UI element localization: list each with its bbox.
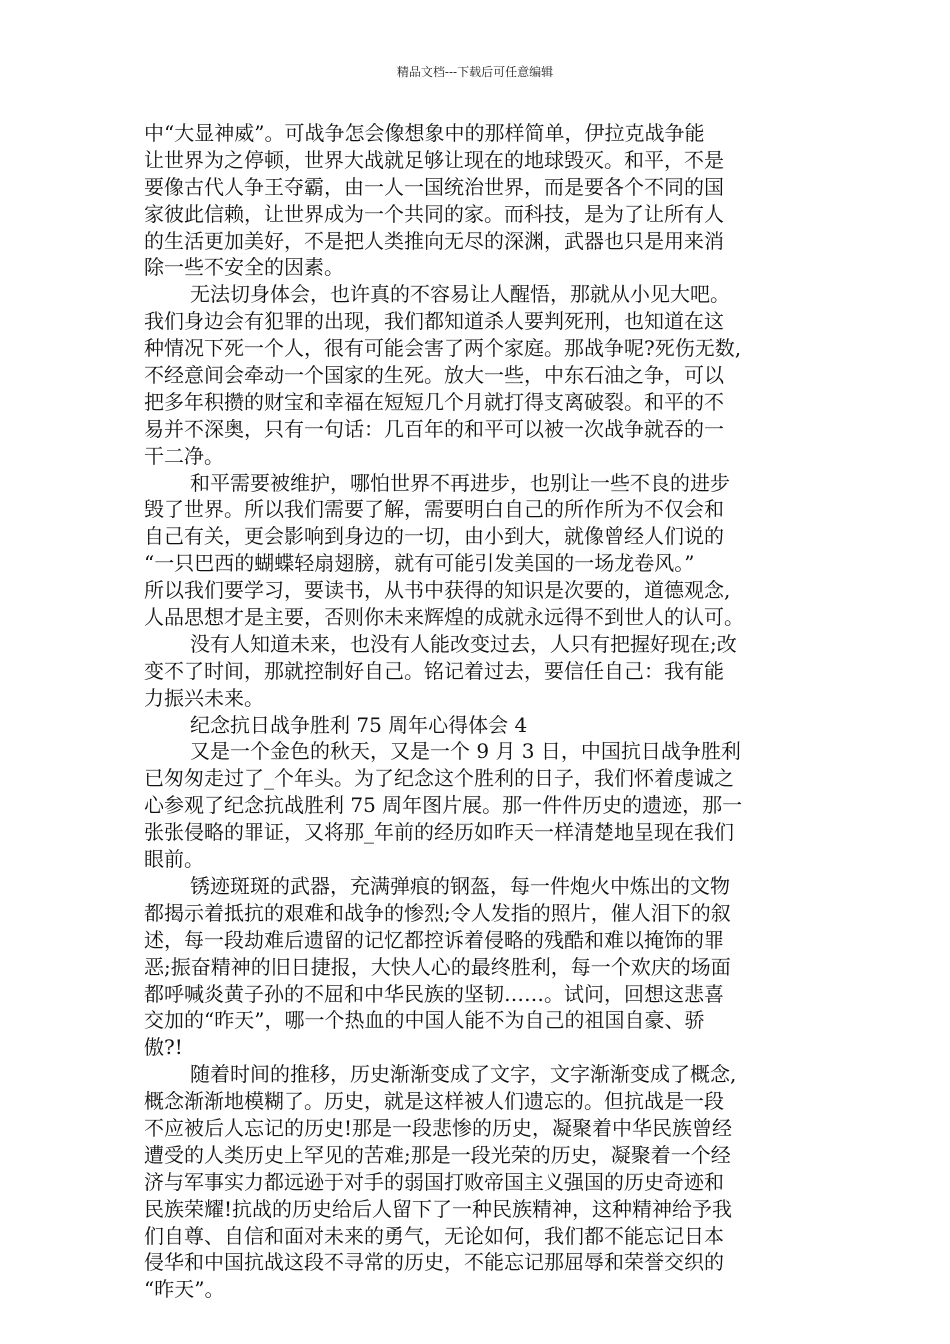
text-line: 概念渐渐地模糊了。历史，就是这样被人们遗忘的。但抗战是一段 xyxy=(144,1089,724,1114)
text-line: 无法切身体会，也许真的不容易让人醒悟，那就从小见大吧。 xyxy=(190,282,730,307)
text-line: 人品思想才是主要，否则你未来辉煌的成就永远得不到世人的认可。 xyxy=(144,605,744,630)
text-line: 和平需要被维护，哪怕世界不再进步，也别让一些不良的进步 xyxy=(190,470,730,495)
text-line: 心参观了纪念抗战胜利 75 周年图片展。那一件件历史的遗迹，那一 xyxy=(144,793,743,818)
text-line: 我们身边会有犯罪的出现，我们都知道杀人要判死刑，也知道在这 xyxy=(144,309,724,334)
page-header: 精品文档---下载后可任意编辑 xyxy=(396,65,554,79)
text-line: 已匆匆走过了_个年头。为了纪念这个胜利的日子，我们怀着虔诚之 xyxy=(144,766,734,791)
text-line: 傲?! xyxy=(144,1035,183,1060)
text-line: 把多年积攒的财宝和幸福在短短几个月就打得支离破裂。和平的不 xyxy=(144,389,724,414)
text-line: 自己有关，更会影响到身边的一切，由小到大，就像曾经人们说的 xyxy=(144,524,724,549)
text-line: 让世界为之停顿，世界大战就足够让现在的地球毁灭。和平，不是 xyxy=(144,147,724,172)
text-line: 要像古代人争王夺霸，由一人一国统治世界，而是要各个不同的国 xyxy=(144,174,724,199)
text-line: 民族荣耀!抗战的历史给后人留下了一种民族精神，这种精神给予我 xyxy=(144,1196,733,1221)
text-line: 张张侵略的罪证，又将那_年前的经历如昨天一样清楚地呈现在我们 xyxy=(144,820,734,845)
text-line: “一只巴西的蝴蝶轻扇翅膀，就有可能引发美国的一场龙卷风。” xyxy=(144,551,695,576)
text-line: 除一些不安全的因素。 xyxy=(144,255,344,280)
text-line: 恶;振奋精神的旧日捷报，大快人心的最终胜利，每一个欢庆的场面 xyxy=(144,954,731,979)
text-line: 干二净。 xyxy=(144,443,224,468)
text-line: 锈迹斑斑的武器，充满弹痕的钢盔，每一件炮火中炼出的文物 xyxy=(190,873,730,898)
text-line: “昨天”。 xyxy=(144,1277,225,1302)
text-line: 种情况下死一个人，很有可能会害了两个家庭。那战争呢?死伤无数, xyxy=(144,336,742,361)
text-line: 不经意间会牵动一个国家的生死。放大一些，中东石油之争，可以 xyxy=(144,363,724,388)
text-line: 家彼此信赖，让世界成为一个共同的家。而科技，是为了让所有人 xyxy=(144,201,724,226)
text-line: 纪念抗日战争胜利 75 周年心得体会 4 xyxy=(190,712,528,737)
text-line: 侵华和中国抗战这段不寻常的历史，不能忘记那屈辱和荣誉交织的 xyxy=(144,1250,724,1275)
text-line: 中“大显神威”。可战争怎会像想象中的那样简单，伊拉克战争能 xyxy=(144,121,705,145)
document-body xyxy=(144,120,808,1303)
text-line: 力振兴未来。 xyxy=(144,685,264,710)
text-line: 的生活更加美好，不是把人类推向无尽的深渊，武器也只是用来消 xyxy=(144,228,724,253)
text-line: 述，每一段劫难后遗留的记忆都控诉着侵略的残酷和难以掩饰的罪 xyxy=(144,927,724,952)
text-line: 不应被后人忘记的历史!那是一段悲惨的历史，凝聚着中华民族曾经 xyxy=(144,1115,733,1140)
text-line: 交加的“昨天”，哪一个热血的中国人能不为自己的祖国自豪、骄 xyxy=(144,1008,705,1033)
text-line: 都揭示着抵抗的艰难和战争的惨烈;令人发指的照片，催人泪下的叙 xyxy=(144,900,731,925)
text-line: 没有人知道未来，也没有人能改变过去，人只有把握好现在;改 xyxy=(190,631,737,656)
text-line: 眼前。 xyxy=(144,847,204,872)
text-line: 济与军事实力都远逊于对手的弱国打败帝国主义强国的历史奇迹和 xyxy=(144,1169,724,1194)
text-line: 都呼喊炎黄子孙的不屈和中华民族的坚韧……。试问，回想这悲喜 xyxy=(144,981,724,1006)
text-line: 随着时间的推移，历史渐渐变成了文字，文字渐渐变成了概念, xyxy=(190,1062,737,1087)
text-line: 遭受的人类历史上罕见的苦难;那是一段光荣的历史，凝聚着一个经 xyxy=(144,1142,731,1167)
text-line: 毁了世界。所以我们需要了解，需要明白自己的所作所为不仅会和 xyxy=(144,497,724,522)
text-line: 又是一个金色的秋天，又是一个 9 月 3 日，中国抗日战争胜利 xyxy=(190,739,741,764)
text-line: 易并不深奥，只有一句话：几百年的和平可以被一次战争就吞的一 xyxy=(144,416,724,441)
text-line: 变不了时间，那就控制好自己。铭记着过去，要信任自己：我有能 xyxy=(144,658,724,683)
text-line: 所以我们要学习，要读书，从书中获得的知识是次要的，道德观念, xyxy=(144,578,731,603)
text-line: 们自尊、自信和面对未来的勇气，无论如何，我们都不能忘记日本 xyxy=(144,1223,724,1248)
